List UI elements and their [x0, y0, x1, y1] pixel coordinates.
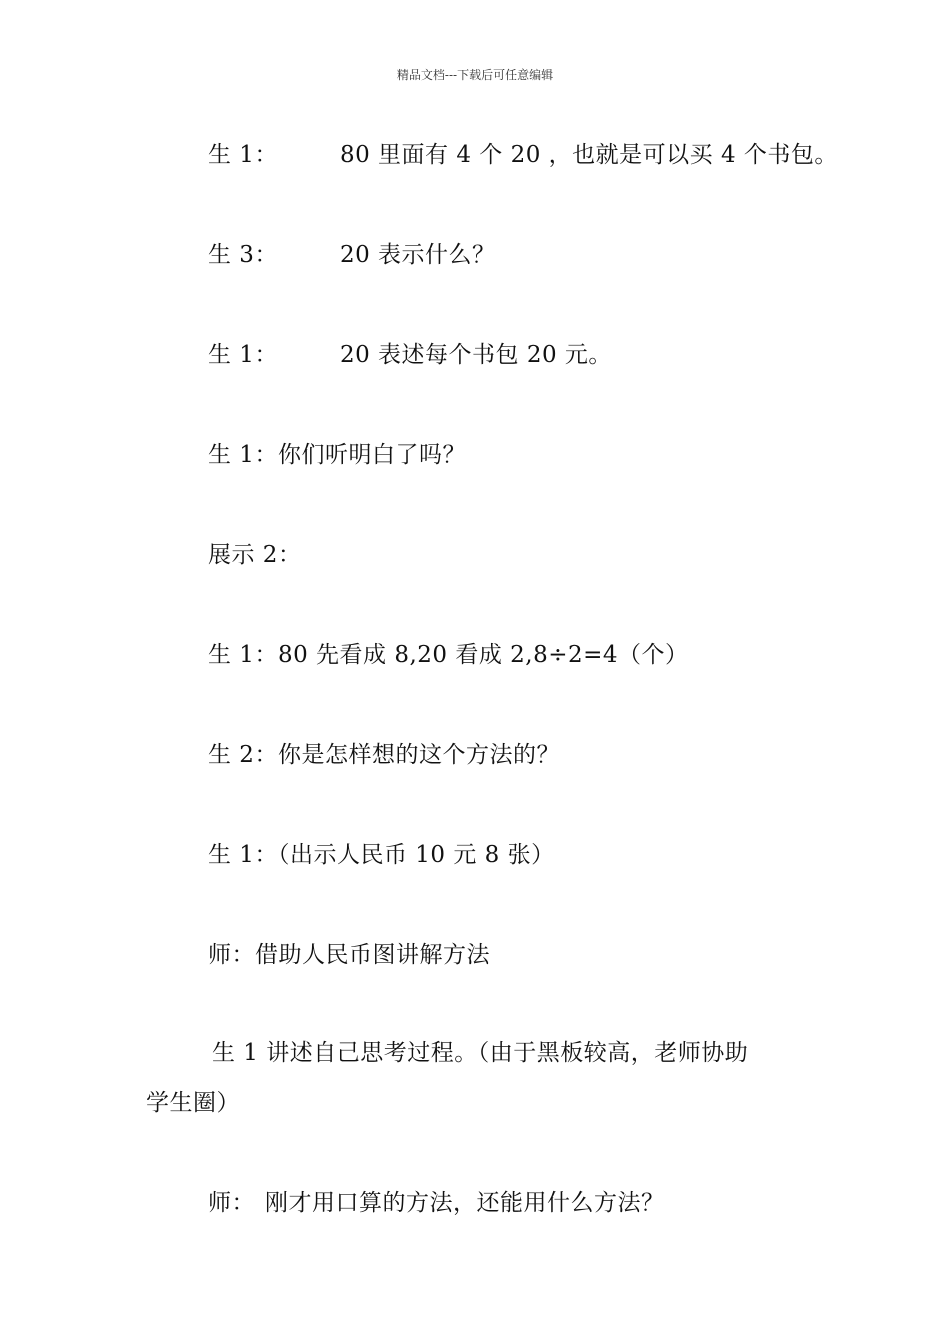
line-text: 20 表示什么？ — [339, 242, 496, 268]
dialogue-line: 生 1 讲述自己思考过程。（由于黑板较高，老师协助 — [212, 1040, 749, 1066]
dialogue-line — [208, 336, 612, 369]
speaker-label: 生 3： — [208, 242, 278, 268]
line-text: 20 表述每个书包 20 元。 — [339, 342, 612, 368]
speaker-label: 师： — [208, 1190, 255, 1216]
dialogue-line — [208, 1184, 665, 1217]
dialogue-line: 生 1：你们听明白了吗？ — [208, 442, 466, 468]
line-text: 刚才用口算的方法，还能用什么方法？ — [265, 1190, 665, 1216]
page-header: 精品文档---下载后可任意编辑 — [396, 68, 554, 82]
dialogue-line: 生 2：你是怎样想的这个方法的？ — [208, 742, 560, 768]
section-heading: 展示 2： — [208, 542, 302, 568]
speaker-label: 生 1： — [208, 142, 278, 168]
dialogue-line-continuation: 学生圈） — [146, 1090, 240, 1116]
dialogue-line — [208, 236, 496, 269]
dialogue-line: 生 1：80 先看成 8,20 看成 2,8÷2=4（个） — [208, 642, 689, 668]
line-text: 80 里面有 4 个 20 ，也就是可以买 4 个书包。 — [339, 142, 838, 168]
dialogue-line — [208, 136, 838, 169]
dialogue-line: 师：借助人民币图讲解方法 — [208, 942, 490, 968]
dialogue-line: 生 1：（出示人民币 10 元 8 张） — [208, 842, 555, 868]
speaker-label: 生 1： — [208, 342, 278, 368]
